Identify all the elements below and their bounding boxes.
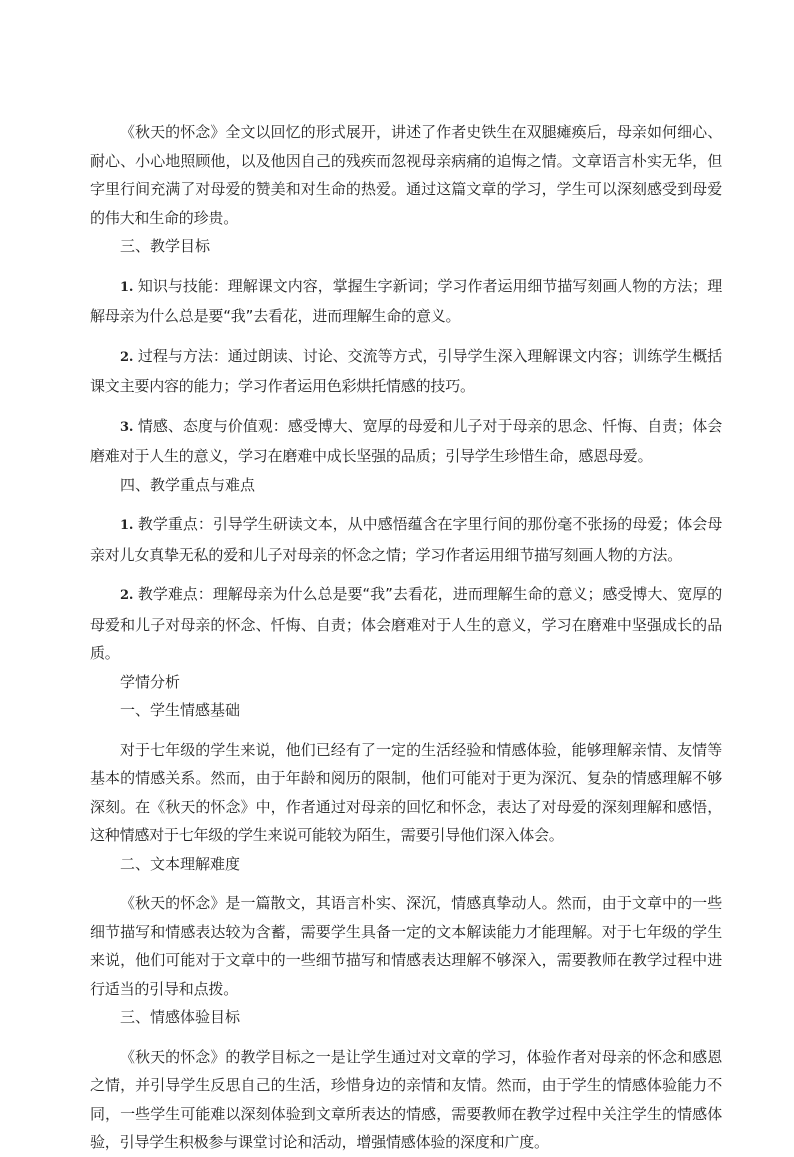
section-heading-objectives: 三、教学目标: [120, 237, 211, 255]
document-page: [90, 118, 722, 1157]
item-number: 3.: [120, 419, 134, 435]
keypoint-focus: [90, 510, 722, 569]
objective-emotion: [90, 412, 722, 471]
item-number: 1.: [120, 518, 134, 533]
emotion-goal-paragraph: 《秋天的怀念》的教学目标之一是让学生通过对文章的学习，体验作者对母亲的怀念和感恩之情，并引导学生反思自己的生活，珍惜身边的亲情和友情。然而，由于学生的情感体验能力不同，一些学生可能难以深刻体验到文章所表达的情感，需要教师在教学过程中关注学生的情感体验，引导学生积极参与课堂讨论和活动，增强情感体验的深度和广度。: [90, 1047, 722, 1151]
item-text: 教学难点：理解母亲为什么总是要“我”去看花，进而理解生命的意义；感受博大、宽厚的母爱和儿子对母亲的怀念、忏悔、自责；体会磨难对于人生的意义，学习在磨难中坚强成长的品质。: [90, 585, 722, 662]
item-text: 情感、态度与价值观：感受博大、宽厚的母爱和儿子对于母亲的思念、忏悔、自责；体会磨难对于人生的意义，学习在磨难中成长坚强的品质；引导学生珍惜生命，感恩母爱。: [90, 416, 722, 465]
section-heading-analysis: 学情分析: [120, 672, 181, 691]
item-number: 2.: [120, 349, 134, 365]
item-text: 知识与技能：理解课文内容，掌握生字新词；学习作者运用细节描写刻画人物的方法；理解母亲为什么总是要“我”去看花，进而理解生命的意义。: [90, 276, 722, 325]
emotion-basis-paragraph: 对于七年级的学生来说，他们已经有了一定的生活经验和情感体验，能够理解亲情、友情等基本的情感关系。然而，由于年龄和阅历的限制，他们可能对于更为深沉、复杂的情感理解不够深刻。在《秋天的怀念》中，作者通过对母亲的回忆和怀念，表达了对母爱的深刻理解和感悟，这种情感对于七年级的学生来说可能较为陌生，需要引导他们深入体会。: [90, 740, 722, 844]
subheading-emotion-basis: 一、学生情感基础: [120, 701, 241, 719]
item-number: 2.: [120, 588, 134, 603]
item-text: 过程与方法：通过朗读、讨论、交流等方式，引导学生深入理解课文内容；训练学生概括课文主要内容的能力；学习作者运用色彩烘托情感的技巧。: [90, 346, 722, 395]
subheading-emotion-goal: 三、情感体验目标: [120, 1008, 241, 1026]
item-text: 教学重点：引导学生研读文本，从中感悟蕴含在字里行间的那份毫不张扬的母爱；体会母亲对儿女真挚无私的爱和儿子对母亲的怀念之情；学习作者运用细节描写刻画人物的方法。: [90, 515, 722, 564]
item-number: 1.: [120, 279, 134, 295]
keypoint-difficulty: [90, 580, 722, 668]
intro-paragraph: 《秋天的怀念》全文以回忆的形式展开，讲述了作者史铁生在双腿瘫痪后，母亲如何细心、耐心、小心地照顾他，以及他因自己的残疾而忽视母亲病痛的追悔之情。文章语言朴实无华，但字里行间充满了对母爱的赞美和对生命的热爱。通过这篇文章的学习，学生可以深刻感受到母爱的伟大和生命的珍贵。: [90, 123, 722, 227]
subheading-text-difficulty: 二、文本理解难度: [120, 854, 241, 873]
objective-knowledge: [90, 272, 722, 331]
section-heading-keypoints: 四、教学重点与难点: [120, 475, 256, 494]
text-difficulty-paragraph: 《秋天的怀念》是一篇散文，其语言朴实、深沉，情感真挚动人。然而，由于文章中的一些细节描写和情感表达较为含蓄，需要学生具备一定的文本解读能力才能理解。对于七年级的学生来说，他们可能对于文章中的一些细节描写和情感表达理解不够深入，需要教师在教学过程中进行适当的引导和点拨。: [90, 894, 722, 998]
objective-process: [90, 342, 722, 401]
